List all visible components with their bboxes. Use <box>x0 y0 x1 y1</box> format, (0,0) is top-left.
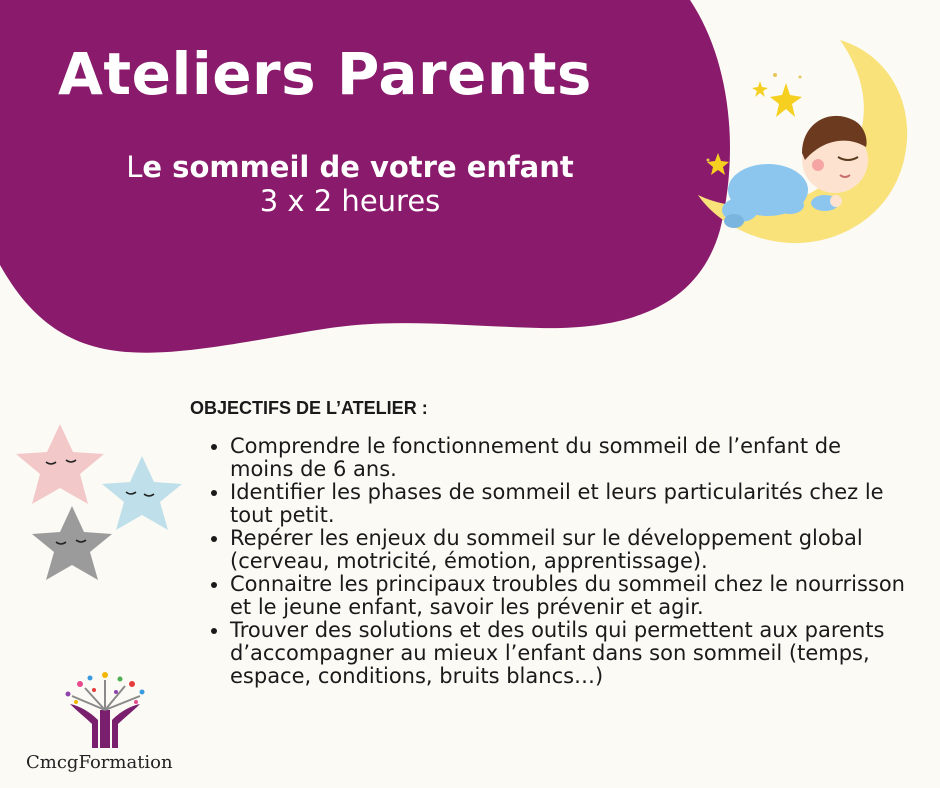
subtitle-first-letter: L <box>126 150 143 184</box>
tree-hands-logo-icon <box>50 670 160 750</box>
subtitle-text: e sommeil de votre enfant <box>142 150 574 184</box>
page-title: Ateliers Parents <box>58 40 592 108</box>
objective-item: • Comprendre le fonctionnement du sommeil de l’enfant de moins de 6 ans. <box>230 435 910 481</box>
objective-item: • Connaitre les principaux troubles du sommeil chez le nourrisson et le jeune enfant, savoir les prévenir et agir. <box>230 573 910 619</box>
objective-item: • Identifier les phases de sommeil et leurs particularités chez le tout petit. <box>230 481 910 527</box>
objective-item: • Trouver des solutions et des outils qui permettent aux parents d’accompagner au mieux l’enfant dans son sommeil (temps, espace, conditions, bruits blancs…) <box>230 619 910 688</box>
page-subtitle <box>0 150 700 218</box>
objectives-list <box>190 435 910 688</box>
sleeping-baby-on-moon-icon <box>690 35 920 255</box>
sleeping-stars-icon <box>10 418 190 598</box>
objective-item: • Repérer les enjeux du sommeil sur le développement global (cerveau, motricité, émotion, apprentissage). <box>230 527 910 573</box>
logo <box>20 670 190 780</box>
objectives-heading: OBJECTIFS DE L’ATELIER : <box>190 398 428 418</box>
duration-text: 3 x 2 heures <box>259 184 441 218</box>
logo-text: CmcgFormation <box>26 752 173 773</box>
objectives-section <box>190 398 910 688</box>
